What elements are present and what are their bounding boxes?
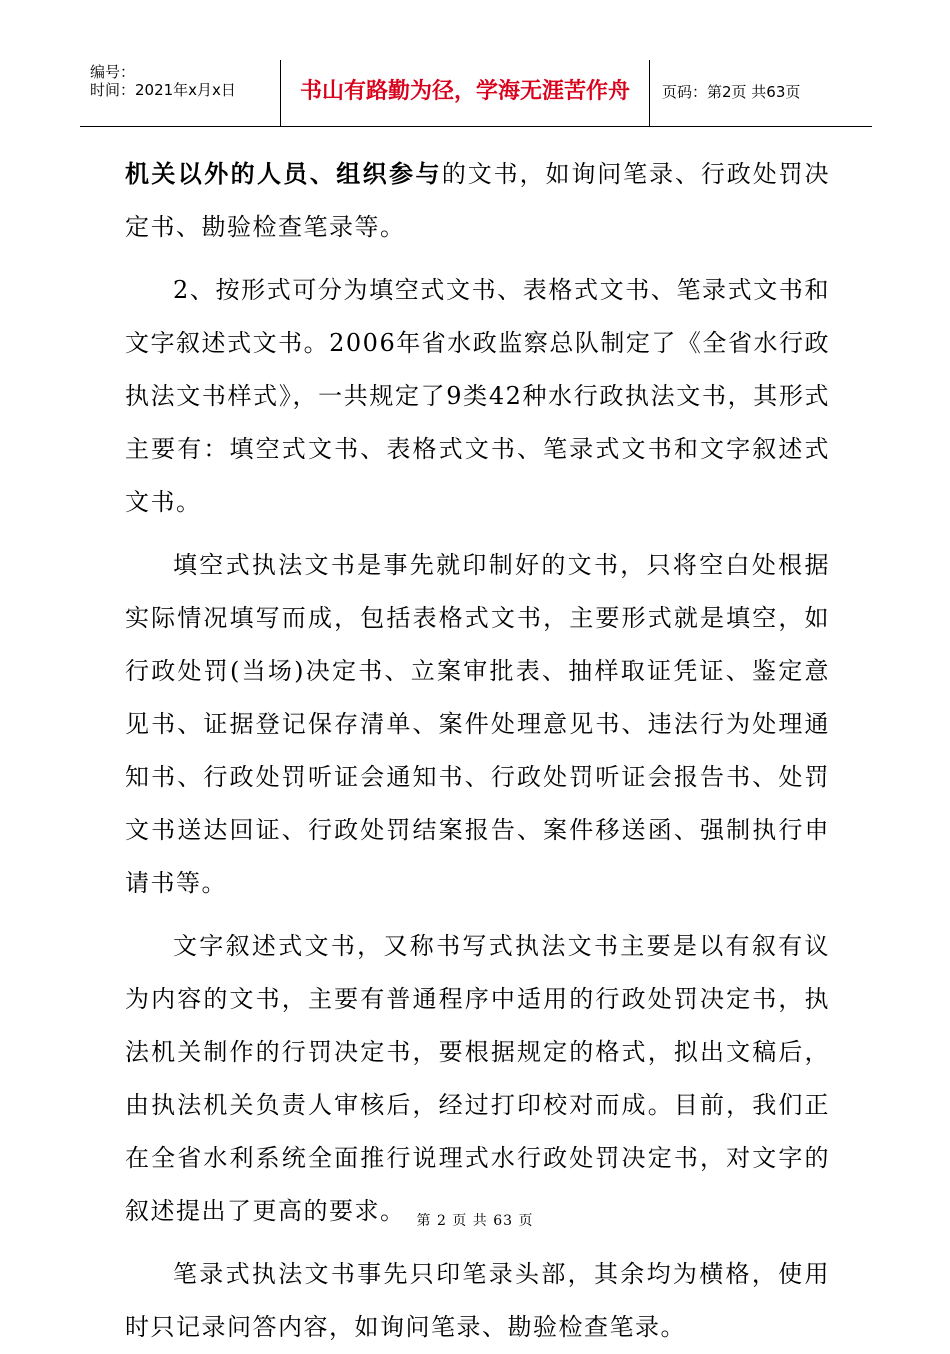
paragraph-1 (125, 148, 830, 254)
paragraph-5: 笔录式执法文书事先只印笔录头部，其余均为横格，使用时只记录问答内容，如询问笔录、勘验检查笔录。 (125, 1260, 830, 1341)
header-meta (80, 60, 280, 126)
header-motto: 书山有路勤为径，学海无涯苦作舟 (280, 60, 650, 126)
header-page-info: 页码：第2页 共63页 (662, 83, 801, 101)
paragraph-1-text: 的文书，如询问笔录、行政处罚决定书、勘验检查笔录等。 (125, 160, 831, 241)
paragraph-4: 文字叙述式文书，又称书写式执法文书主要是以有叙有议为内容的文书，主要有普通程序中适用的行政处罚决定书，执法机关制作的行罚决定书，要根据规定的格式，拟出文稿后，由执法机关负责人审核后，经过打印校对而成。目前，我们正在全省水利系统全面推行说理式水行政处罚决定书，对文字的叙述提出了更高的要求。 (125, 932, 830, 1225)
paragraph-2: 2、按形式可分为填空式文书、表格式文书、笔录式文书和文字叙述式文书。2006年省水政监察总队制定了《全省水行政执法文书样式》，一共规定了9类42种水行政执法文书，其形式主要有：填空式文书、表格式文书、笔录式文书和文字叙述式文书。 (125, 276, 830, 516)
document-number-label: 编号： (90, 63, 136, 81)
document-date: 时间：2021年x月x日 (90, 81, 236, 99)
document-body (125, 148, 830, 1354)
page-footer: 第 2 页 共 63 页 (416, 1213, 534, 1229)
paragraph-1-bold-lead: 机关以外的人员、组织参与 (125, 160, 442, 188)
page-header (80, 60, 872, 127)
paragraph-3: 填空式执法文书是事先就印制好的文书，只将空白处根据实际情况填写而成，包括表格式文书，主要形式就是填空，如行政处罚(当场)决定书、立案审批表、抽样取证凭证、鉴定意见书、证据登记保存清单、案件处理意见书、违法行为处理通知书、行政处罚听证会通知书、行政处罚听证会报告书、处罚文书送达回证、行政处罚结案报告、案件移送函、强制执行申请书等。 (125, 551, 830, 897)
